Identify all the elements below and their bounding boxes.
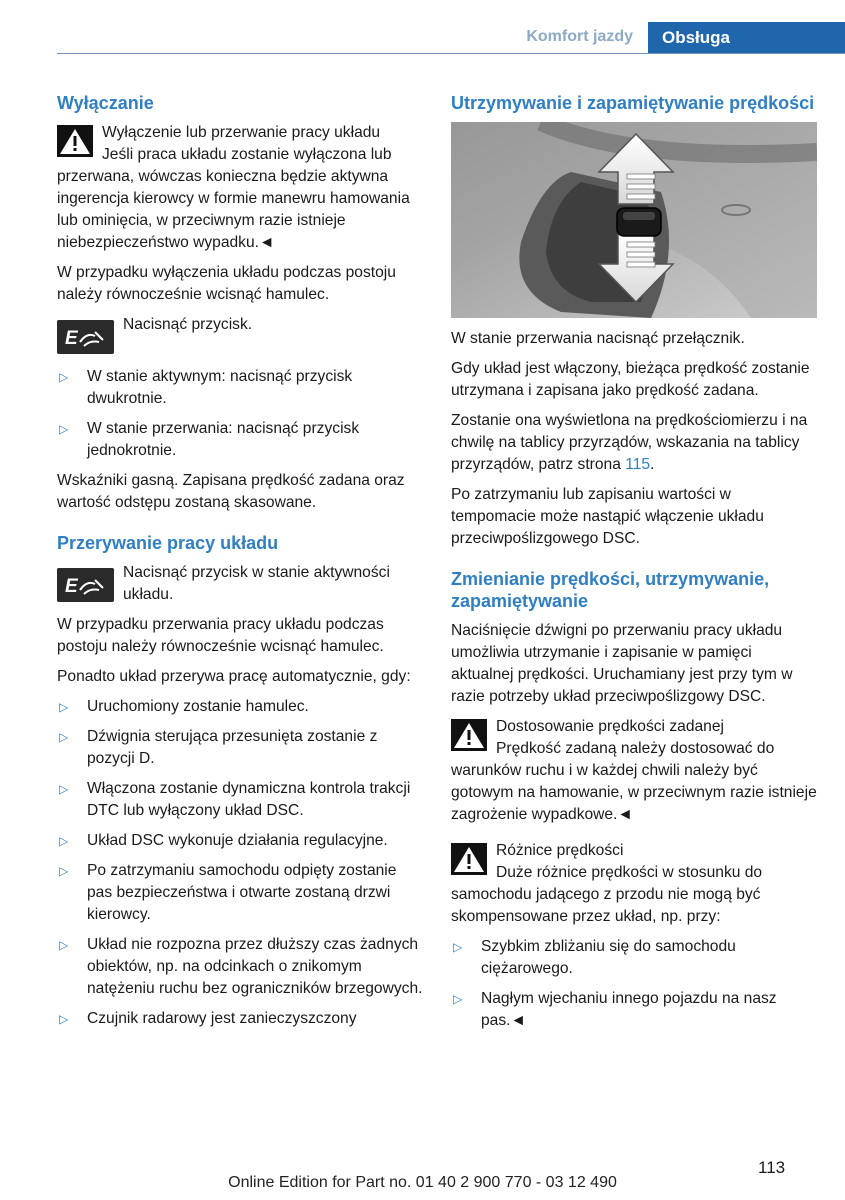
triangle-bullet-icon: ▷ xyxy=(59,422,69,436)
triangle-bullet-icon: ▷ xyxy=(59,938,69,952)
triangle-bullet-icon: ▷ xyxy=(59,782,69,796)
paragraph: Ponadto układ przerywa pracę automatycznie, gdy: xyxy=(57,668,411,685)
list-item: ▷ Układ nie rozpozna przez dłuższy czas żadnych obiektów, np. na odcinkach o znikomym natężeniu ruchu bez ograniczników brzegowych. xyxy=(59,936,423,997)
paragraph: Zostanie ona wyświetlona na prędkościomierzu i na chwilę na tablicy przyrządów, wskazania na tablicy przyrządów, patrz strona 115. xyxy=(451,412,808,473)
header-chapter-tab: Obsługa xyxy=(648,22,845,54)
triangle-bullet-icon: ▷ xyxy=(59,730,69,744)
warning-triangle-icon xyxy=(451,843,487,875)
cruise-control-button-icon xyxy=(57,320,114,354)
triangle-bullet-icon: ▷ xyxy=(59,1012,69,1026)
button-instruction-1 xyxy=(57,314,423,358)
svg-text:E: E xyxy=(65,328,78,349)
list-item: ▷ W stanie przerwania: nacisnąć przycisk jednokrotnie. xyxy=(59,420,360,459)
warning-block-3 xyxy=(451,840,817,928)
warning-text: Jeśli praca układu zostanie wyłączona lub przerwana, wówczas konieczna będzie aktywna ingerencja kierowcy w formie manewru hamowania lub ominięcia, w przeciwnym razie istnieje niebezpieczeństwo wypadku.◄ xyxy=(57,146,410,251)
warning-title: Wyłączenie lub przerwanie pracy układu xyxy=(102,124,381,141)
warning-block-2 xyxy=(451,716,817,826)
warning-block-1 xyxy=(57,122,423,254)
warning-triangle-icon xyxy=(57,125,93,157)
page-reference-link[interactable]: 115 xyxy=(625,456,651,473)
heading-utrzymywanie: Utrzymywanie i zapamiętywanie prędkości xyxy=(451,93,815,113)
paragraph: W stanie przerwania nacisnąć przełącznik. xyxy=(451,330,745,347)
left-column xyxy=(57,92,423,1038)
paragraph: Naciśnięcie dźwigni po przerwaniu pracy układu umożliwia utrzymanie i zapisanie w pamięci aktualnej prędkości. Uruchamiany jest przy tym w razie potrzeby układ przeciwpoślizgowy DSC. xyxy=(451,622,793,705)
svg-text:E: E xyxy=(65,576,78,597)
triangle-bullet-icon: ▷ xyxy=(59,834,69,848)
button-instruction-text: Nacisnąć przycisk w stanie aktywności układu. xyxy=(123,564,390,603)
right-column xyxy=(451,92,817,1040)
paragraph: W przypadku przerwania pracy układu podczas postoju należy równocześnie wcisnąć hamulec. xyxy=(57,616,384,655)
triangle-bullet-icon: ▷ xyxy=(59,700,69,714)
list-speed-differences xyxy=(451,936,817,1032)
triangle-bullet-icon: ▷ xyxy=(59,370,69,384)
button-instruction-text: Nacisnąć przycisk. xyxy=(123,316,253,333)
heading-zmienianie: Zmienianie prędkości, utrzymywanie, zapamiętywanie xyxy=(451,569,770,611)
list-item: ▷ Dźwignia sterująca przesunięta zostanie z pozycji D. xyxy=(59,728,378,767)
list-item: ▷ W stanie aktywnym: nacisnąć przycisk dwukrotnie. xyxy=(59,368,353,407)
button-instruction-2 xyxy=(57,562,423,606)
paragraph: Gdy układ jest włączony, bieżąca prędkość zostanie utrzymana i zapisana jako prędkość zadana. xyxy=(451,360,810,399)
list-button-presses xyxy=(57,366,423,462)
paragraph: Wskaźniki gasną. Zapisana prędkość zadana oraz wartość odstępu zostaną skasowane. xyxy=(57,472,405,511)
paragraph: Po zatrzymaniu lub zapisaniu wartości w tempomacie może nastąpić włączenie układu przeciwpoślizgowego DSC. xyxy=(451,486,764,547)
page-number: 113 xyxy=(758,1158,786,1177)
heading-wylaczanie: Wyłączanie xyxy=(57,93,154,113)
list-item: ▷ Szybkim zbliżaniu się do samochodu ciężarowego. xyxy=(453,938,736,977)
header-section-title: Komfort jazdy xyxy=(526,28,633,45)
triangle-bullet-icon: ▷ xyxy=(453,940,463,954)
heading-przerywanie: Przerywanie pracy układu xyxy=(57,533,279,553)
steering-wheel-switch-photo xyxy=(451,122,817,318)
list-item: ▷ Uruchomiony zostanie hamulec. xyxy=(57,696,423,718)
list-item: ▷ Włączona zostanie dynamiczna kontrola trakcji DTC lub wyłączony układ DSC. xyxy=(59,780,411,819)
list-item: ▷ Czujnik radarowy jest zanieczyszczony xyxy=(57,1008,423,1030)
list-item: ▷ Układ DSC wykonuje działania regulacyjne. xyxy=(57,830,423,852)
warning-title: Dostosowanie prędkości zadanej xyxy=(496,718,724,735)
header-rule xyxy=(57,53,845,54)
list-item: ▷ Nagłym wjechaniu innego pojazdu na nasz pas.◄ xyxy=(453,990,777,1029)
warning-text: Duże różnice prędkości w stosunku do samochodu jadącego z przodu nie mogą być skompensowane przez układ, np. przy: xyxy=(451,864,763,925)
warning-title: Różnice prędkości xyxy=(496,842,624,859)
list-item: ▷ Po zatrzymaniu samochodu odpięty zostanie pas bezpieczeństwa i otwarte zostaną drzwi kierowcy. xyxy=(59,862,397,923)
footer-edition: Online Edition for Part no. 01 40 2 900 770 - 03 12 490 xyxy=(228,1174,617,1191)
warning-triangle-icon xyxy=(451,719,487,751)
triangle-bullet-icon: ▷ xyxy=(59,864,69,878)
warning-text: Prędkość zadaną należy dostosować do warunków ruchu i w każdej chwili należy być gotowym na hamowanie, w przeciwnym razie istnieje zagrożenie wypadkowe.◄ xyxy=(451,740,817,823)
list-automatic-interruption xyxy=(57,696,423,1030)
cruise-control-button-icon xyxy=(57,568,114,602)
triangle-bullet-icon: ▷ xyxy=(453,992,463,1006)
paragraph: W przypadku wyłączenia układu podczas postoju należy równocześnie wcisnąć hamulec. xyxy=(57,264,396,303)
